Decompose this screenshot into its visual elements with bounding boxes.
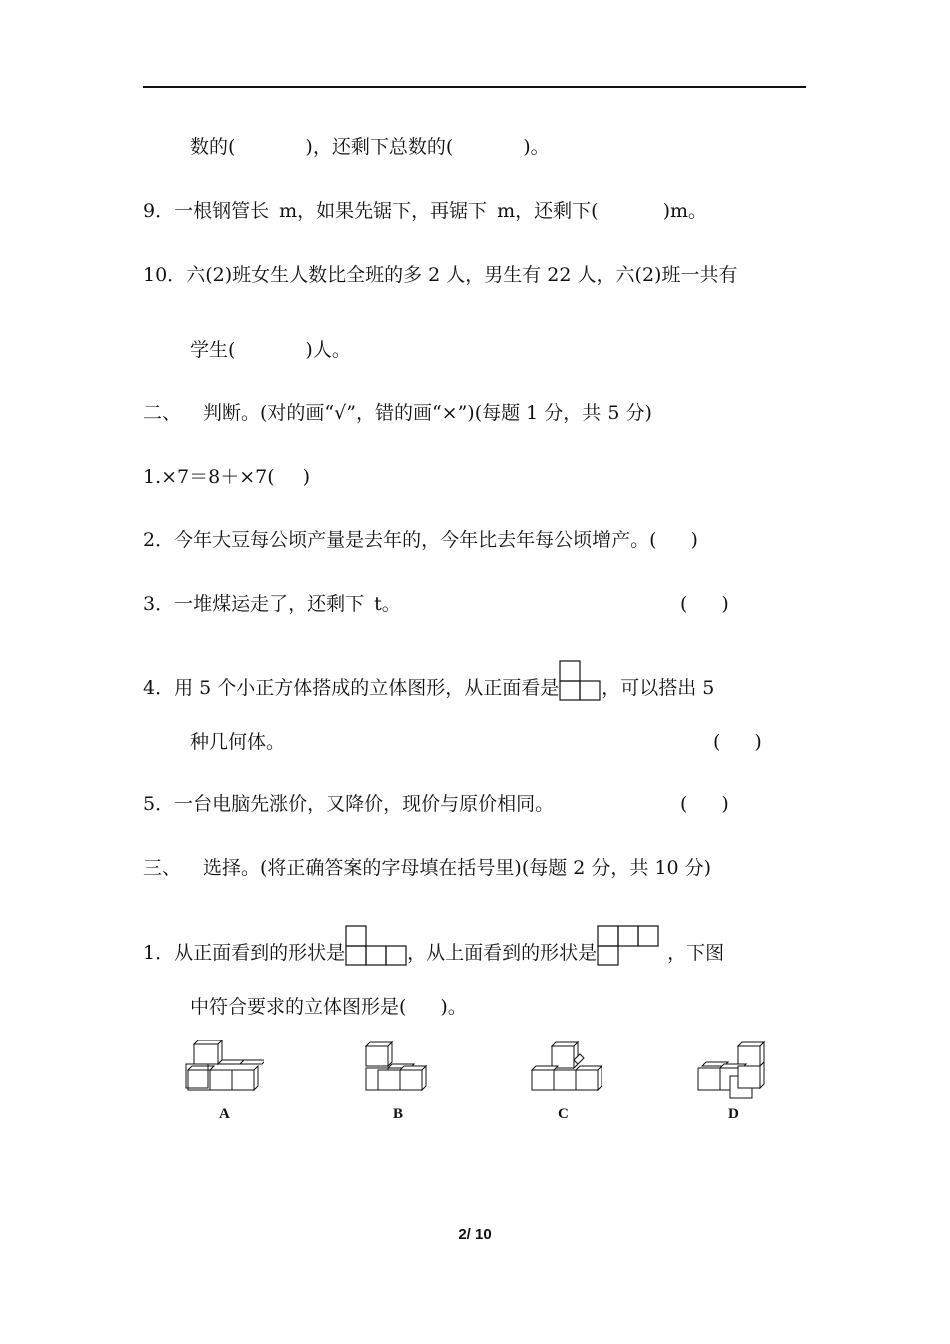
q8-text-2: )，还剩下总数的( [305, 136, 454, 158]
choice-1-text-a: 1．从正面看到的形状是 [143, 942, 346, 964]
front-view-shape-icon [345, 925, 407, 967]
question-9 [143, 199, 707, 223]
judge-item-2 [143, 528, 698, 552]
judge-item-4-line2 [190, 730, 790, 754]
q9-text-4: )m。 [662, 200, 708, 222]
judge-2-close: ) [690, 529, 698, 551]
judge-4-text-b: ，可以搭出 5 [601, 677, 715, 699]
judge-5-text: 5．一台电脑先涨价，又降价，现价与原价相同。 [143, 793, 555, 815]
option-d-figure [694, 1040, 768, 1100]
judge-3-unit: t。 [374, 593, 401, 615]
judge-3-text: 3．一堆煤运走了，还剩下 [143, 593, 365, 615]
option-d-label[interactable]: D [728, 1106, 739, 1122]
choice-1-line2b: )。 [440, 996, 467, 1018]
judge-item-1 [143, 465, 310, 489]
option-a-label[interactable]: A [219, 1106, 230, 1122]
section-3-heading [143, 856, 711, 880]
judge-4-line2: 种几何体。 [190, 731, 286, 753]
front-view-icon [559, 660, 601, 702]
judge-1-text: 1.×7＝8＋×7( [143, 466, 275, 488]
q10-line-1: 六(2)班女生人数比全班的多 2 人，男生有 22 人，六(2)班一共有 [186, 264, 738, 286]
judge-3-paren: ( ) [680, 593, 729, 615]
section-2-title: 判断。(对的画“√”，错的画“×”)(每题 1 分，共 5 分) [203, 402, 652, 424]
choice-item-1 [143, 925, 724, 965]
choice-1-line2a: 中符合要求的立体图形是( [190, 996, 407, 1018]
judge-2-text: 2．今年大豆每公顷产量是去年的，今年比去年每公顷增产。( [143, 529, 657, 551]
choice-1-text-c: ，下图 [667, 942, 725, 964]
option-a-figure [184, 1040, 264, 1100]
judge-4-paren: ( ) [713, 731, 762, 753]
judge-1-close: ) [302, 466, 311, 488]
section-3-number: 三、 [143, 857, 182, 879]
top-view-shape-icon [597, 925, 659, 967]
q9-text-3: m，还剩下( [497, 200, 599, 222]
option-b-figure [362, 1040, 436, 1100]
judge-item-3 [143, 592, 743, 616]
section-2-heading [143, 401, 652, 425]
section-2-number: 二、 [143, 402, 182, 424]
q10-number: 10． [143, 264, 187, 286]
header-rule [143, 86, 806, 88]
q9-text-2: m，如果先锯下，再锯下 [279, 200, 488, 222]
choice-item-1-line2 [190, 995, 467, 1019]
question-10-line2 [190, 338, 351, 362]
question-10 [143, 263, 737, 287]
section-3-title: 选择。(将正确答案的字母填在括号里)(每题 2 分，共 10 分) [203, 857, 712, 879]
q9-number: 9． [143, 200, 175, 222]
q8-text-3: )。 [523, 136, 550, 158]
judge-item-5 [143, 792, 743, 816]
judge-5-paren: ( ) [680, 793, 729, 815]
q8-tail [190, 135, 550, 159]
option-c-label[interactable]: C [558, 1106, 569, 1122]
judge-item-4 [143, 660, 714, 700]
q10-text-2a: 学生( [190, 339, 236, 361]
choice-1-text-b: ，从上面看到的形状是 [407, 942, 598, 964]
q8-text-1: 数的( [190, 136, 236, 158]
option-c-figure [528, 1040, 602, 1100]
q10-text-2b: )人。 [305, 339, 351, 361]
page-number: 2/ 10 [458, 1226, 492, 1243]
option-b-label[interactable]: B [393, 1106, 404, 1122]
q9-text-1: 一根钢管长 [174, 200, 270, 222]
judge-4-text-a: 4．用 5 个小正方体搭成的立体图形，从正面看是 [143, 677, 560, 699]
